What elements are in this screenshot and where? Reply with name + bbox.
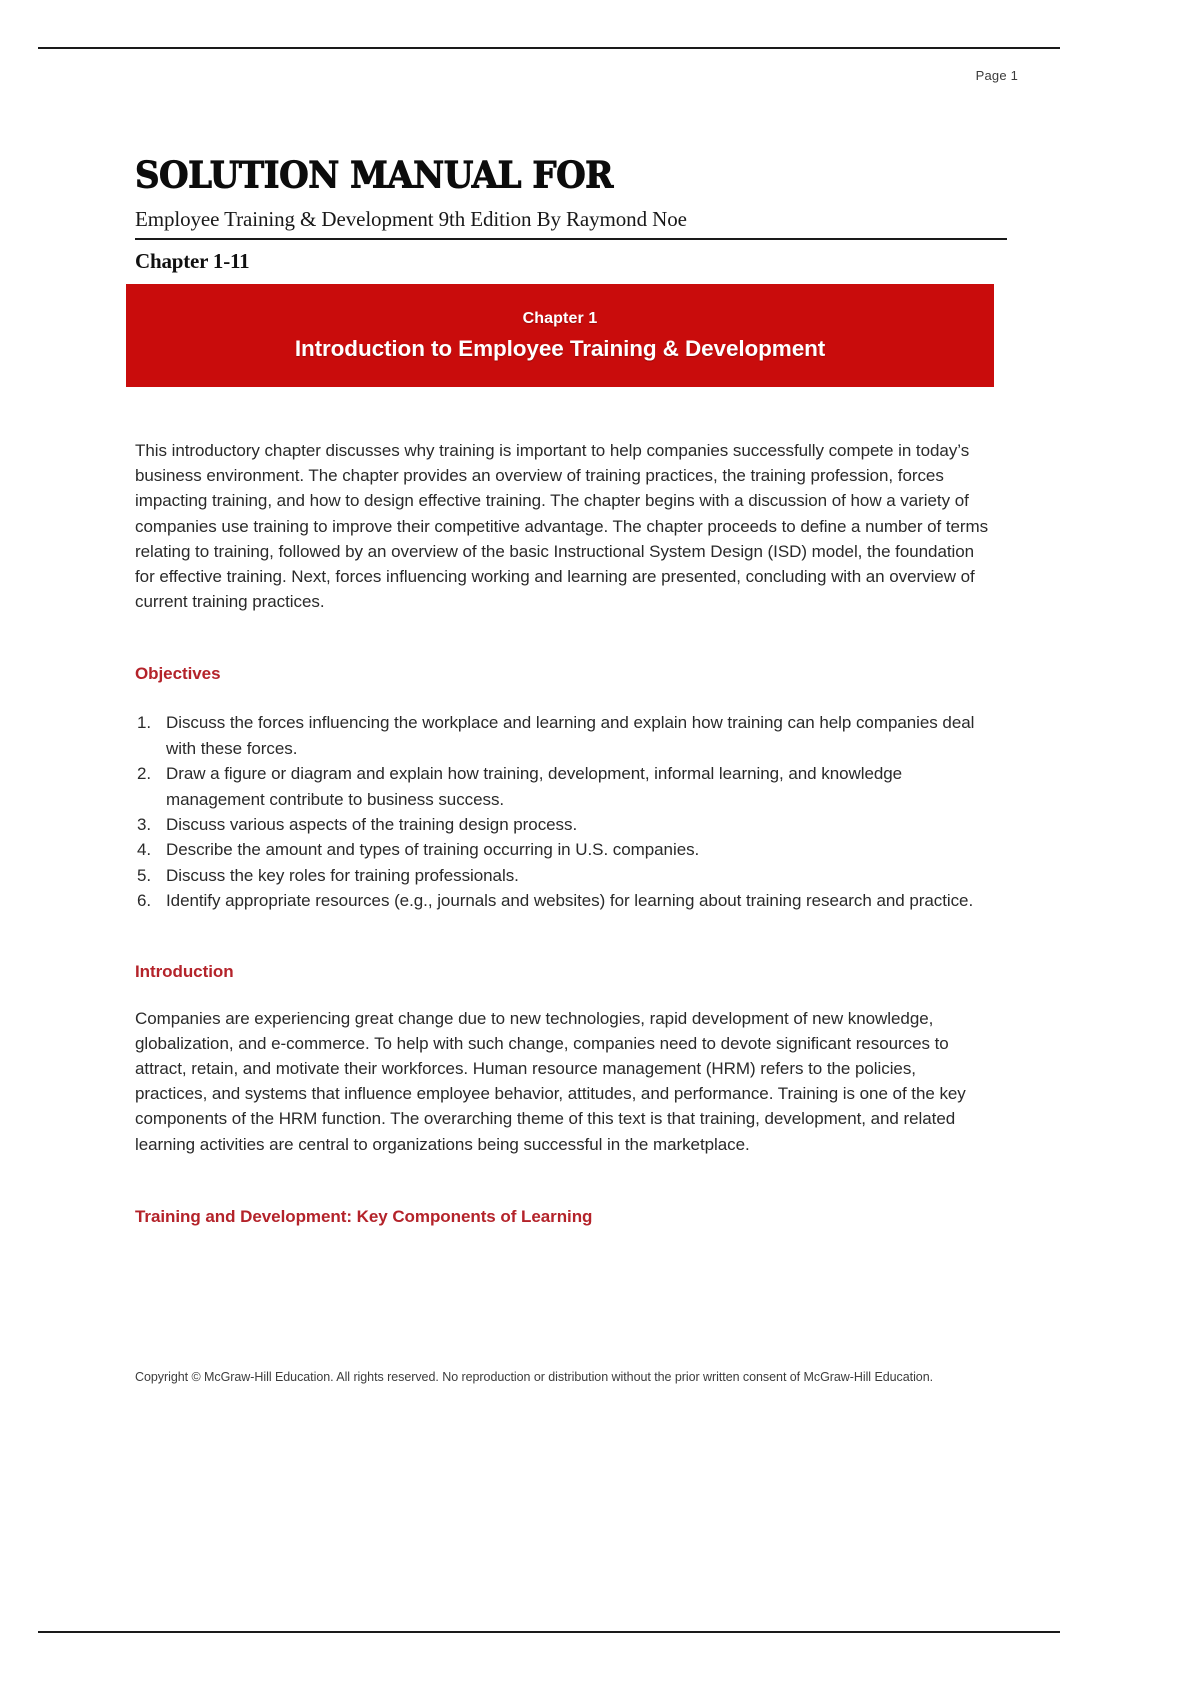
spacer <box>135 614 991 664</box>
spacer <box>135 684 991 710</box>
chapter-banner <box>126 284 994 387</box>
spacer <box>135 982 991 1006</box>
book-subtitle: Employee Training & Development 9th Edition By Raymond Noe <box>135 206 687 231</box>
page-content <box>135 438 991 1227</box>
chapter-banner-eyebrow: Chapter 1 <box>522 309 598 327</box>
spacer <box>135 914 991 962</box>
list-item: Discuss various aspects of the training design process. <box>166 815 578 835</box>
introduction-paragraph: Companies are experiencing great change due to new technologies, rapid development of new knowledge, globalization, and e-commerce. To help with such change, companies need to devote significant resources to attract, retain, and motivate their workforces. Human resource management (HRM) refers to the policies, practices, and systems that influence employee behavior, attitudes, and performance. Training is one of the key components of the HRM function. The overarching theme of this text is that training, development, and related learning activities are central to organizations being successful in the marketplace. <box>135 1008 966 1154</box>
list-item: Discuss the forces influencing the workplace and learning and explain how training can help companies deal with these forces. <box>166 713 975 758</box>
intro-overview-paragraph: This introductory chapter discusses why training is important to help companies successfully compete in today’s business environment. The chapter provides an overview of training practices, the training profession, forces impacting training, and how to design effective training. The chapter begins with a discussion of how a variety of companies use training to improve their competitive advantage. The chapter proceeds to define a number of terms relating to training, followed by an overview of the basic Instructional System Design (ISD) model, the foundation for effective training. Next, forces influencing working and learning are presented, concluding with an overview of current training practices. <box>135 441 989 612</box>
solution-manual-title: SOLUTION MANUAL FOR <box>135 154 613 198</box>
chapter-banner-title: Introduction to Employee Training & Development <box>294 336 826 362</box>
list-item: Draw a figure or diagram and explain how training, development, informal learning, and knowledge management contribute to business success. <box>166 764 903 809</box>
page-top-rule <box>38 47 1060 49</box>
objectives-list <box>135 710 991 913</box>
list-item: Discuss the key roles for training professionals. <box>166 865 519 885</box>
page-number-label: Page 1 <box>975 68 1018 83</box>
introduction-heading: Introduction <box>135 961 234 981</box>
chapter-range-label: Chapter 1-11 <box>135 248 250 273</box>
masthead-divider <box>135 238 1007 240</box>
page-bottom-rule <box>38 1631 1060 1633</box>
copyright-footer: Copyright © McGraw-Hill Education. All rights reserved. No reproduction or distribution without the prior written consent of McGraw-Hill Education. <box>135 1370 934 1384</box>
list-item: Identify appropriate resources (e.g., journals and websites) for learning about training research and practice. <box>166 891 974 911</box>
masthead <box>135 154 1010 274</box>
spacer <box>135 1157 991 1207</box>
objectives-heading: Objectives <box>135 664 221 684</box>
training-development-heading: Training and Development: Key Components of Learning <box>135 1206 593 1226</box>
list-item: Describe the amount and types of training occurring in U.S. companies. <box>166 840 700 860</box>
